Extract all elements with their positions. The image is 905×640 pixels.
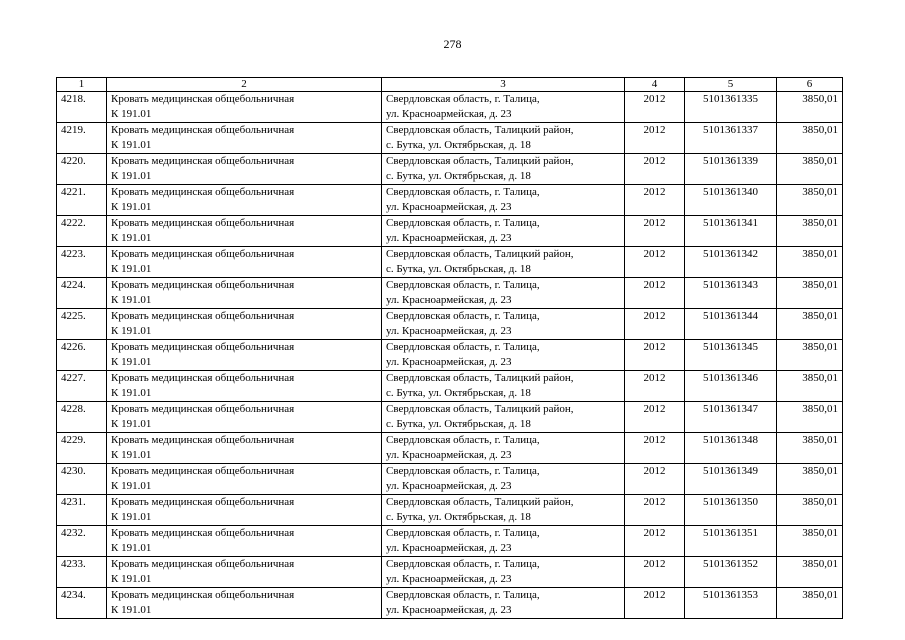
address-cell	[382, 433, 625, 464]
item-name-cell-text: Кровать медицинская общебольничная	[111, 248, 295, 260]
table-row	[57, 309, 843, 340]
cost-cell-text: 3850,01	[802, 93, 838, 105]
inventory-number-cell	[685, 371, 777, 402]
item-name-cell	[107, 278, 382, 309]
year-cell	[625, 588, 685, 619]
address-cell-text: Свердловская область, Талицкий район,	[386, 403, 574, 415]
row-number-cell-text: 4234.	[61, 589, 86, 601]
cost-cell-text: 3850,01	[802, 341, 838, 353]
item-name-cell-text: Кровать медицинская общебольничная	[111, 155, 295, 167]
address-cell-text: ул. Красноармейская, д. 23	[386, 325, 512, 337]
address-cell	[382, 92, 625, 123]
inventory-number-cell	[685, 247, 777, 278]
address-cell-text: ул. Красноармейская, д. 23	[386, 356, 512, 368]
row-number-cell-text: 4218.	[61, 93, 86, 105]
row-number-cell-text: 4233.	[61, 558, 86, 570]
table-row	[57, 588, 843, 619]
year-cell	[625, 185, 685, 216]
item-name-cell	[107, 309, 382, 340]
year-cell-text: 2012	[643, 403, 666, 415]
address-cell	[382, 557, 625, 588]
address-cell	[382, 123, 625, 154]
cost-cell-text: 3850,01	[802, 372, 838, 384]
item-name-cell-text: К 191.01	[111, 604, 152, 616]
year-cell-text: 2012	[643, 589, 666, 601]
cost-cell	[777, 123, 843, 154]
row-number-cell-text: 4229.	[61, 434, 86, 446]
inventory-number-cell-text: 5101361340	[703, 186, 758, 198]
address-cell	[382, 340, 625, 371]
row-number-cell-text: 4230.	[61, 465, 86, 477]
address-cell-text: Свердловская область, г. Талица,	[386, 186, 540, 198]
table-row	[57, 340, 843, 371]
inventory-number-cell	[685, 340, 777, 371]
row-number-cell-text: 4227.	[61, 372, 86, 384]
year-cell-text: 2012	[643, 217, 666, 229]
year-cell-text: 2012	[643, 186, 666, 198]
inventory-number-cell	[685, 588, 777, 619]
item-name-cell-text: К 191.01	[111, 418, 152, 430]
year-cell-text: 2012	[643, 372, 666, 384]
table-row	[57, 402, 843, 433]
table-row	[57, 557, 843, 588]
row-number-cell	[57, 495, 107, 526]
table-row	[57, 278, 843, 309]
address-cell	[382, 247, 625, 278]
cost-cell	[777, 371, 843, 402]
address-cell-text: с. Бутка, ул. Октябрьская, д. 18	[386, 263, 531, 275]
cost-cell	[777, 557, 843, 588]
year-cell	[625, 216, 685, 247]
row-number-cell	[57, 92, 107, 123]
cost-cell-text: 3850,01	[802, 434, 838, 446]
item-name-cell-text: К 191.01	[111, 232, 152, 244]
item-name-cell-text: К 191.01	[111, 325, 152, 337]
year-cell-text: 2012	[643, 558, 666, 570]
inventory-number-cell-text: 5101361353	[703, 589, 758, 601]
item-name-cell-text: К 191.01	[111, 294, 152, 306]
column-header: 5	[685, 78, 777, 92]
address-cell-text: ул. Красноармейская, д. 23	[386, 449, 512, 461]
row-number-cell	[57, 402, 107, 433]
item-name-cell	[107, 526, 382, 557]
column-header: 2	[107, 78, 382, 92]
year-cell	[625, 526, 685, 557]
cost-cell	[777, 278, 843, 309]
address-cell	[382, 588, 625, 619]
item-name-cell-text: Кровать медицинская общебольничная	[111, 93, 295, 105]
item-name-cell-text: Кровать медицинская общебольничная	[111, 217, 295, 229]
cost-cell-text: 3850,01	[802, 155, 838, 167]
cost-cell	[777, 92, 843, 123]
year-cell	[625, 309, 685, 340]
year-cell	[625, 247, 685, 278]
cost-cell	[777, 216, 843, 247]
year-cell	[625, 278, 685, 309]
address-cell-text: ул. Красноармейская, д. 23	[386, 294, 512, 306]
item-name-cell-text: Кровать медицинская общебольничная	[111, 527, 295, 539]
row-number-cell	[57, 185, 107, 216]
year-cell-text: 2012	[643, 279, 666, 291]
column-header: 3	[382, 78, 625, 92]
cost-cell	[777, 154, 843, 185]
address-cell-text: с. Бутка, ул. Октябрьская, д. 18	[386, 387, 531, 399]
column-header: 1	[57, 78, 107, 92]
address-cell-text: Свердловская область, г. Талица,	[386, 465, 540, 477]
address-cell-text: с. Бутка, ул. Октябрьская, д. 18	[386, 139, 531, 151]
inventory-number-cell	[685, 557, 777, 588]
table-row	[57, 154, 843, 185]
inventory-number-cell	[685, 185, 777, 216]
cost-cell	[777, 309, 843, 340]
column-header: 6	[777, 78, 843, 92]
address-cell-text: Свердловская область, г. Талица,	[386, 341, 540, 353]
item-name-cell	[107, 464, 382, 495]
item-name-cell-text: Кровать медицинская общебольничная	[111, 465, 295, 477]
inventory-number-cell-text: 5101361343	[703, 279, 758, 291]
address-cell-text: Свердловская область, г. Талица,	[386, 589, 540, 601]
year-cell	[625, 495, 685, 526]
row-number-cell-text: 4223.	[61, 248, 86, 260]
item-name-cell-text: Кровать медицинская общебольничная	[111, 310, 295, 322]
address-cell-text: ул. Красноармейская, д. 23	[386, 232, 512, 244]
cost-cell-text: 3850,01	[802, 558, 838, 570]
inventory-number-cell-text: 5101361337	[703, 124, 758, 136]
cost-cell-text: 3850,01	[802, 527, 838, 539]
year-cell-text: 2012	[643, 124, 666, 136]
cost-cell-text: 3850,01	[802, 248, 838, 260]
address-cell-text: Свердловская область, Талицкий район,	[386, 248, 574, 260]
inventory-number-cell-text: 5101361342	[703, 248, 758, 260]
table-row	[57, 371, 843, 402]
table-body	[57, 78, 843, 619]
inventory-number-cell-text: 5101361351	[703, 527, 758, 539]
row-number-cell	[57, 216, 107, 247]
item-name-cell-text: Кровать медицинская общебольничная	[111, 372, 295, 384]
cost-cell-text: 3850,01	[802, 279, 838, 291]
item-name-cell-text: К 191.01	[111, 511, 152, 523]
cost-cell	[777, 526, 843, 557]
item-name-cell	[107, 216, 382, 247]
row-number-cell	[57, 309, 107, 340]
address-cell	[382, 278, 625, 309]
column-header: 4	[625, 78, 685, 92]
address-cell	[382, 402, 625, 433]
item-name-cell	[107, 123, 382, 154]
year-cell	[625, 557, 685, 588]
address-cell-text: с. Бутка, ул. Октябрьская, д. 18	[386, 511, 531, 523]
row-number-cell	[57, 123, 107, 154]
item-name-cell-text: Кровать медицинская общебольничная	[111, 279, 295, 291]
cost-cell-text: 3850,01	[802, 310, 838, 322]
item-name-cell-text: К 191.01	[111, 170, 152, 182]
table-row	[57, 123, 843, 154]
cost-cell-text: 3850,01	[802, 403, 838, 415]
table-row	[57, 92, 843, 123]
address-cell-text: Свердловская область, г. Талица,	[386, 558, 540, 570]
item-name-cell-text: Кровать медицинская общебольничная	[111, 186, 295, 198]
address-cell-text: Свердловская область, Талицкий район,	[386, 372, 574, 384]
year-cell-text: 2012	[643, 434, 666, 446]
item-name-cell-text: Кровать медицинская общебольничная	[111, 403, 295, 415]
inventory-number-cell-text: 5101361352	[703, 558, 758, 570]
property-registry-table	[56, 77, 843, 619]
item-name-cell	[107, 433, 382, 464]
address-cell-text: с. Бутка, ул. Октябрьская, д. 18	[386, 170, 531, 182]
address-cell-text: с. Бутка, ул. Октябрьская, д. 18	[386, 418, 531, 430]
year-cell	[625, 402, 685, 433]
item-name-cell	[107, 185, 382, 216]
item-name-cell-text: К 191.01	[111, 201, 152, 213]
row-number-cell-text: 4231.	[61, 496, 86, 508]
address-cell-text: Свердловская область, Талицкий район,	[386, 496, 574, 508]
row-number-cell	[57, 247, 107, 278]
item-name-cell-text: Кровать медицинская общебольничная	[111, 558, 295, 570]
cost-cell-text: 3850,01	[802, 186, 838, 198]
cost-cell-text: 3850,01	[802, 589, 838, 601]
year-cell	[625, 154, 685, 185]
item-name-cell	[107, 402, 382, 433]
cost-cell	[777, 588, 843, 619]
year-cell-text: 2012	[643, 248, 666, 260]
year-cell	[625, 123, 685, 154]
item-name-cell	[107, 247, 382, 278]
address-cell-text: Свердловская область, Талицкий район,	[386, 155, 574, 167]
inventory-number-cell-text: 5101361349	[703, 465, 758, 477]
year-cell	[625, 371, 685, 402]
cost-cell-text: 3850,01	[802, 124, 838, 136]
row-number-cell-text: 4224.	[61, 279, 86, 291]
inventory-number-cell-text: 5101361339	[703, 155, 758, 167]
address-cell-text: ул. Красноармейская, д. 23	[386, 480, 512, 492]
column-number-header-row	[57, 78, 843, 92]
row-number-cell-text: 4228.	[61, 403, 86, 415]
table-row	[57, 185, 843, 216]
item-name-cell	[107, 557, 382, 588]
address-cell	[382, 371, 625, 402]
item-name-cell	[107, 92, 382, 123]
cost-cell	[777, 433, 843, 464]
year-cell-text: 2012	[643, 496, 666, 508]
table-row	[57, 247, 843, 278]
address-cell	[382, 185, 625, 216]
item-name-cell-text: Кровать медицинская общебольничная	[111, 589, 295, 601]
cost-cell-text: 3850,01	[802, 496, 838, 508]
item-name-cell-text: К 191.01	[111, 449, 152, 461]
item-name-cell	[107, 371, 382, 402]
inventory-number-cell	[685, 154, 777, 185]
item-name-cell	[107, 340, 382, 371]
item-name-cell-text: К 191.01	[111, 387, 152, 399]
address-cell-text: Свердловская область, г. Талица,	[386, 217, 540, 229]
inventory-number-cell-text: 5101361346	[703, 372, 758, 384]
address-cell-text: Свердловская область, г. Талица,	[386, 93, 540, 105]
address-cell-text: ул. Красноармейская, д. 23	[386, 604, 512, 616]
item-name-cell-text: К 191.01	[111, 573, 152, 585]
row-number-cell	[57, 278, 107, 309]
table-row	[57, 464, 843, 495]
row-number-cell	[57, 557, 107, 588]
year-cell-text: 2012	[643, 310, 666, 322]
cost-cell-text: 3850,01	[802, 465, 838, 477]
cost-cell	[777, 495, 843, 526]
inventory-number-cell-text: 5101361348	[703, 434, 758, 446]
row-number-cell-text: 4222.	[61, 217, 86, 229]
address-cell-text: ул. Красноармейская, д. 23	[386, 201, 512, 213]
cost-cell	[777, 185, 843, 216]
row-number-cell	[57, 154, 107, 185]
inventory-number-cell	[685, 433, 777, 464]
address-cell	[382, 526, 625, 557]
year-cell-text: 2012	[643, 527, 666, 539]
year-cell-text: 2012	[643, 155, 666, 167]
inventory-number-cell	[685, 495, 777, 526]
row-number-cell	[57, 433, 107, 464]
item-name-cell	[107, 588, 382, 619]
year-cell	[625, 464, 685, 495]
row-number-cell-text: 4219.	[61, 124, 86, 136]
row-number-cell	[57, 588, 107, 619]
row-number-cell	[57, 340, 107, 371]
inventory-number-cell-text: 5101361344	[703, 310, 758, 322]
item-name-cell-text: К 191.01	[111, 480, 152, 492]
address-cell-text: Свердловская область, г. Талица,	[386, 527, 540, 539]
row-number-cell-text: 4221.	[61, 186, 86, 198]
row-number-cell	[57, 464, 107, 495]
inventory-number-cell	[685, 526, 777, 557]
table-row	[57, 433, 843, 464]
address-cell-text: ул. Красноармейская, д. 23	[386, 573, 512, 585]
item-name-cell-text: К 191.01	[111, 542, 152, 554]
address-cell	[382, 464, 625, 495]
inventory-number-cell-text: 5101361347	[703, 403, 758, 415]
year-cell-text: 2012	[643, 341, 666, 353]
row-number-cell	[57, 526, 107, 557]
item-name-cell-text: Кровать медицинская общебольничная	[111, 341, 295, 353]
year-cell	[625, 433, 685, 464]
inventory-number-cell	[685, 402, 777, 433]
address-cell	[382, 154, 625, 185]
address-cell-text: ул. Красноармейская, д. 23	[386, 542, 512, 554]
inventory-number-cell-text: 5101361335	[703, 93, 758, 105]
inventory-number-cell	[685, 123, 777, 154]
item-name-cell-text: К 191.01	[111, 356, 152, 368]
inventory-number-cell-text: 5101361345	[703, 341, 758, 353]
cost-cell	[777, 402, 843, 433]
row-number-cell-text: 4225.	[61, 310, 86, 322]
inventory-number-cell	[685, 92, 777, 123]
year-cell	[625, 340, 685, 371]
page-number: 278	[443, 37, 462, 51]
address-cell-text: Свердловская область, г. Талица,	[386, 310, 540, 322]
row-number-cell-text: 4232.	[61, 527, 86, 539]
table-row	[57, 495, 843, 526]
year-cell	[625, 92, 685, 123]
item-name-cell-text: К 191.01	[111, 139, 152, 151]
inventory-number-cell	[685, 216, 777, 247]
row-number-cell-text: 4226.	[61, 341, 86, 353]
inventory-number-cell	[685, 464, 777, 495]
address-cell	[382, 309, 625, 340]
item-name-cell	[107, 495, 382, 526]
address-cell	[382, 495, 625, 526]
table-row	[57, 526, 843, 557]
inventory-number-cell	[685, 278, 777, 309]
cost-cell-text: 3850,01	[802, 217, 838, 229]
row-number-cell-text: 4220.	[61, 155, 86, 167]
item-name-cell-text: Кровать медицинская общебольничная	[111, 124, 295, 136]
address-cell-text: Свердловская область, г. Талица,	[386, 279, 540, 291]
item-name-cell-text: Кровать медицинская общебольничная	[111, 496, 295, 508]
inventory-number-cell-text: 5101361350	[703, 496, 758, 508]
item-name-cell-text: К 191.01	[111, 108, 152, 120]
cost-cell	[777, 247, 843, 278]
address-cell-text: Свердловская область, Талицкий район,	[386, 124, 574, 136]
cost-cell	[777, 464, 843, 495]
row-number-cell	[57, 371, 107, 402]
year-cell-text: 2012	[643, 93, 666, 105]
inventory-number-cell	[685, 309, 777, 340]
item-name-cell-text: К 191.01	[111, 263, 152, 275]
item-name-cell-text: Кровать медицинская общебольничная	[111, 434, 295, 446]
inventory-number-cell-text: 5101361341	[703, 217, 758, 229]
item-name-cell	[107, 154, 382, 185]
cost-cell	[777, 340, 843, 371]
table-row	[57, 216, 843, 247]
address-cell-text: ул. Красноармейская, д. 23	[386, 108, 512, 120]
address-cell-text: Свердловская область, г. Талица,	[386, 434, 540, 446]
address-cell	[382, 216, 625, 247]
year-cell-text: 2012	[643, 465, 666, 477]
